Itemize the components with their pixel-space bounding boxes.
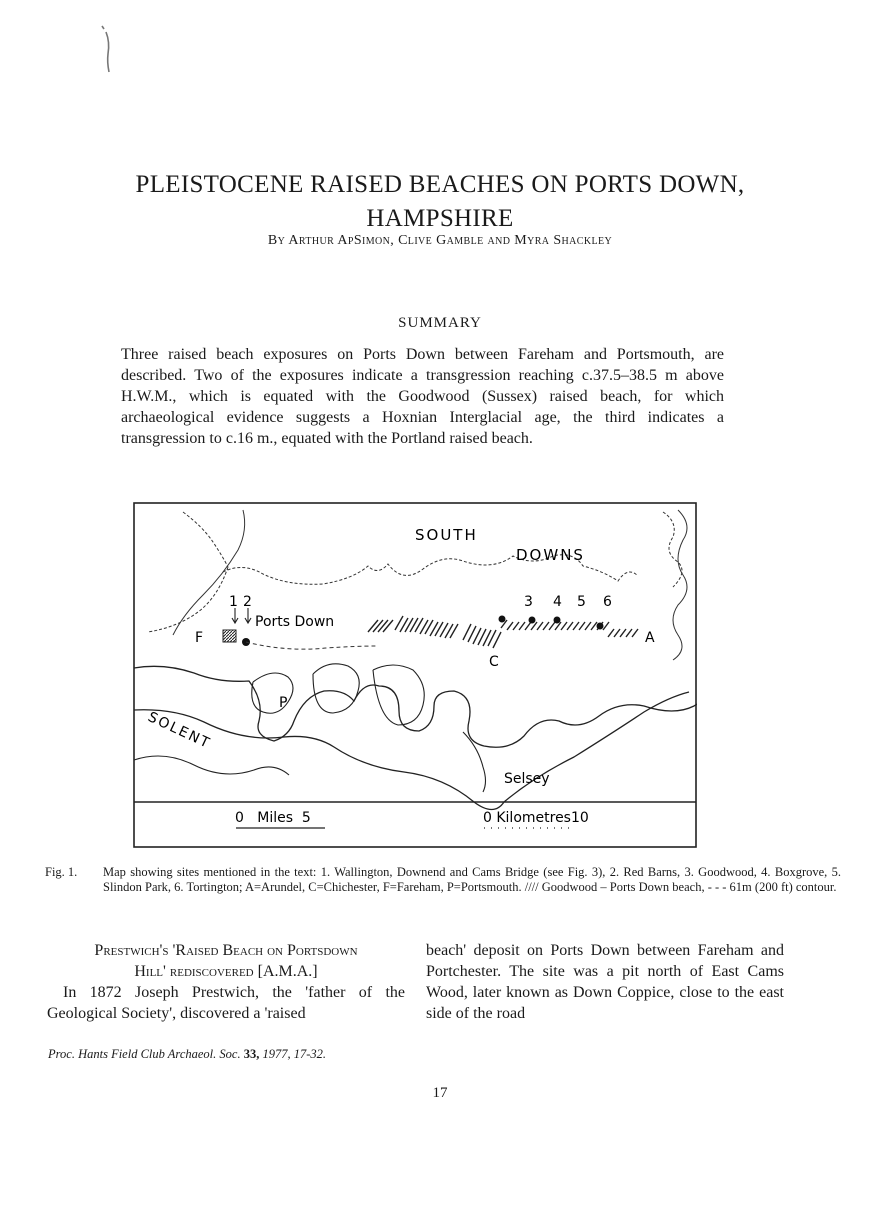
citation (48, 1047, 326, 1062)
map-frame (134, 503, 696, 847)
citation-rest: 1977, 17-32. (262, 1047, 326, 1061)
body-left: In 1872 Joseph Prestwich, the 'father of the Geological Society', discovered a 'raised (47, 984, 405, 1022)
citation-journal: Proc. Hants Field Club Archaeol. Soc. (48, 1047, 241, 1061)
figure-map (133, 502, 697, 848)
column-right (426, 940, 784, 1024)
title-line-2: HAMPSHIRE (366, 205, 514, 232)
label-p: P (279, 695, 288, 711)
label-c: C (489, 654, 499, 670)
article-title (60, 168, 820, 236)
section-heading-line-1: Prestwich's 'Raised Beach on Portsdown (94, 942, 358, 959)
section-heading-text: Hill' rediscovered (134, 963, 254, 980)
label-ports-down: Ports Down (255, 614, 335, 630)
summary-text: Three raised beach exposures on Ports Down between Fareham and Portsmouth, are described. Two of the exposures indicate a transgression reaching c.37.5–38.5 m above H.W.M., which is equated with the Goodwood (Sussex) raised beach, for which archaeological evidence suggests a Hoxnian Interglacial age, the third indicates a transgression to c.16 m., equated with the Portland raised beach. (121, 346, 724, 447)
label-selsey: Selsey (504, 771, 550, 787)
label-f: F (195, 630, 204, 646)
site-dot-6 (597, 623, 604, 630)
page-number: 17 (432, 1085, 448, 1101)
label-1: 1 (229, 594, 238, 610)
site-dot-4 (529, 617, 536, 624)
label-6: 6 (603, 594, 612, 610)
byline (60, 233, 820, 249)
section-heading-tag: [A.M.A.] (257, 963, 318, 980)
caption-label: Fig. 1. (45, 865, 78, 879)
section-heading-line-2 (47, 961, 405, 982)
scan-speck (96, 22, 118, 82)
label-5: 5 (577, 594, 586, 610)
body-right: beach' deposit on Ports Down between Fareham and Portchester. The site was a pit north of East Cams Wood, later known as Down Coppice, close to the east side of the road (426, 942, 784, 1022)
authors: Arthur ApSimon, Clive Gamble and Myra Shackley (288, 233, 613, 248)
label-2: 2 (243, 594, 252, 610)
fareham-square (223, 630, 236, 642)
label-south: SOUTH (415, 526, 478, 544)
label-3: 3 (524, 594, 533, 610)
scale-miles-label: 0 Miles 5 (235, 810, 311, 826)
label-solent: SOLENT (145, 709, 214, 753)
site-dot-3 (499, 616, 506, 623)
label-4: 4 (553, 594, 562, 610)
label-downs: DOWNS (516, 546, 585, 564)
title-line-1: PLEISTOCENE RAISED BEACHES ON PORTS DOWN, (135, 171, 745, 198)
citation-volume: 33, (243, 1047, 260, 1061)
column-left (47, 940, 405, 1024)
site-dot-5 (554, 617, 561, 624)
scale-km-label: 0 Kilometres10 (483, 810, 589, 826)
label-a: A (645, 630, 655, 646)
summary-heading: SUMMARY (398, 315, 482, 331)
caption-text: Map showing sites mentioned in the text: 1. Wallington, Downend and Cams Bridge (see Fig. 3), 2. Red Barns, 3. Goodwood, 4. Boxgrove, 5. Slindon Park, 6. Tortington; A=Arundel, C=Chichester, F=Fareham, P=Portsmouth. //// Goodwood – Ports Down beach, - - - 61m (200 ft) contour. (103, 865, 841, 894)
byline-prefix: By (267, 233, 289, 248)
